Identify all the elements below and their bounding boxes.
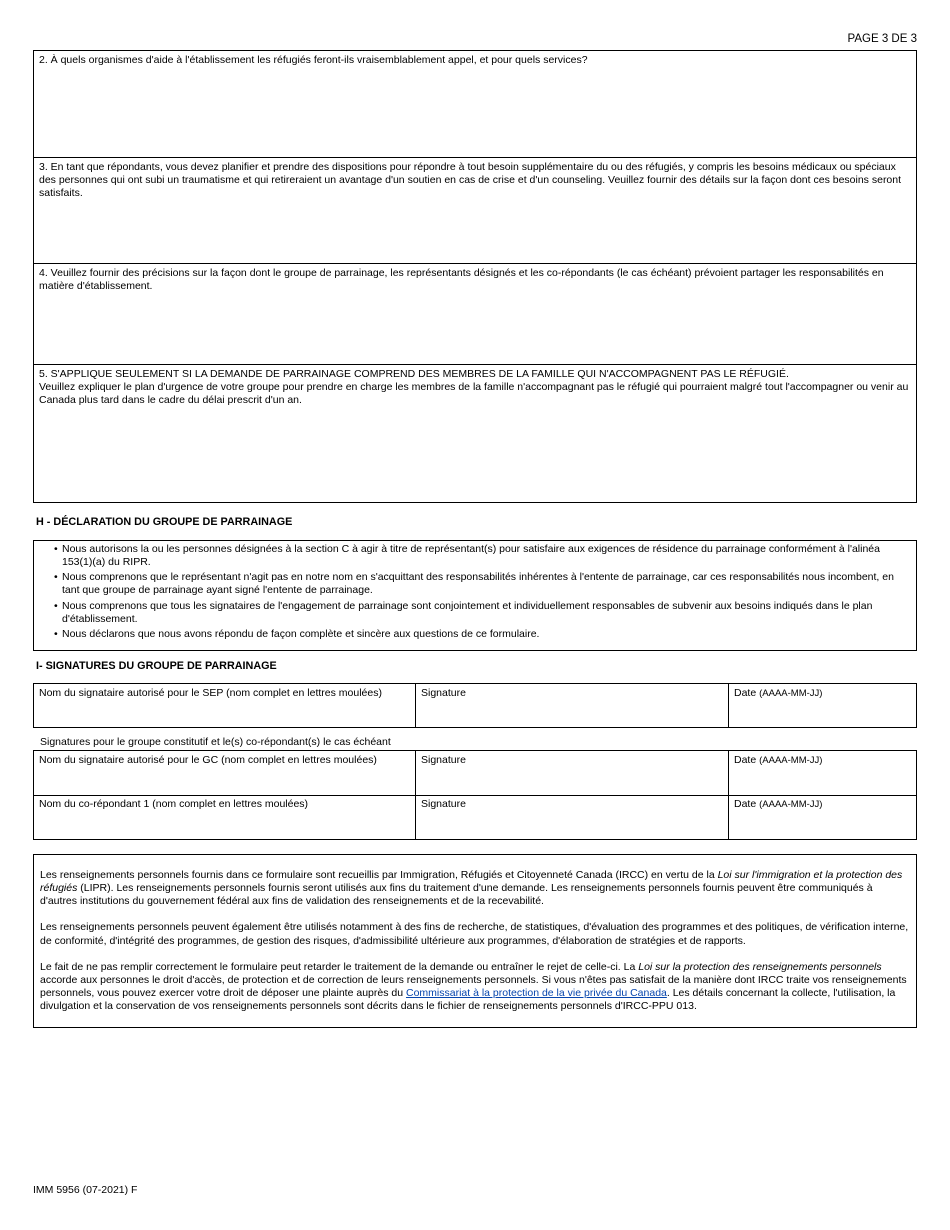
co1-date-field[interactable] xyxy=(728,795,916,839)
signature-label: Signature xyxy=(421,754,466,766)
signature-label: Signature xyxy=(421,687,466,699)
signature-label: Signature xyxy=(421,798,466,810)
privacy-text: accorde aux personnes le droit d'accès, de protection et de correction de leurs renseignements personnels. Si vous n'êtes pas satisfait de la manière dont IRCC traite vos renseignements personnels, vous pouvez exercer votre droit de déposer une plainte auprès du xyxy=(40,973,907,999)
question-5-heading: 5. S'APPLIQUE SEULEMENT SI LA DEMANDE DE PARRAINAGE COMPREND DES MEMBRES DE LA FAMILLE QUI N'ACCOMPAGNENT PAS LE RÉFUGIÉ. xyxy=(39,368,789,380)
sep-name-field[interactable] xyxy=(34,684,415,727)
privacy-commissioner-link[interactable]: Commissariat à la protection de la vie privée du Canada xyxy=(405,986,667,999)
co1-signature-row xyxy=(33,795,917,840)
question-4-field[interactable] xyxy=(34,263,916,364)
gc-name-label: Nom du signataire autorisé pour le GC (nom complet en lettres moulées) xyxy=(39,754,377,766)
sep-signature-field[interactable] xyxy=(415,684,728,727)
privacy-text: Le fait de ne pas remplir correctement le formulaire peut retarder le traitement de la demande ou entraîner le rejet de celle-ci. La xyxy=(40,960,639,973)
privacy-paragraph-2: Les renseignements personnels peuvent également être utilisés notamment à des fins de recherche, de statistiques, d'évaluation des programmes et des politiques, de vérification interne, de conformité, d'intégrité des programmes, de gestion des risques, d'admissibilité ultérieure aux programmes, d'élaboration de stratégies et de rapports. xyxy=(40,921,909,947)
question-4-label: 4. Veuillez fournir des précisions sur la façon dont le groupe de parrainage, les représentants désignés et les co-répondants (le cas échéant) prévoient partager les responsabilités en matière d'établissement. xyxy=(39,267,884,293)
sep-date-field[interactable] xyxy=(728,684,916,727)
declaration-item: • Nous comprenons que le représentant n'agit pas en notre nom en s'acquittant des responsabilités inhérentes à l'entente de parrainage, car ces responsabilités nous incombent, en tant que groupe de parrainage ayant signé l'entente de parrainage. xyxy=(62,571,910,597)
question-3-field[interactable] xyxy=(34,157,916,263)
privacy-text: . Les détails concernant la collecte, l'utilisation, la divulgation et la conservation de vos renseignements personnels sont décrits dans le fichier de renseignements personnels d'IRCC-PPU 013. xyxy=(40,986,896,1012)
privacy-act-name: Loi sur la protection des renseignements personnels xyxy=(638,960,882,973)
privacy-paragraph-3 xyxy=(40,961,910,1014)
question-5-field[interactable] xyxy=(34,364,916,503)
section-i-title: I- SIGNATURES DU GROUPE DE PARRAINAGE xyxy=(36,660,277,672)
privacy-notice-box xyxy=(33,854,917,1028)
form-number: IMM 5956 (07-2021) F xyxy=(33,1184,138,1196)
date-format: (AAAA-MM-JJ) xyxy=(759,688,823,699)
date-format: (AAAA-MM-JJ) xyxy=(759,799,823,810)
gc-name-field[interactable] xyxy=(34,751,415,795)
question-2-field[interactable] xyxy=(34,51,916,157)
gc-date-field[interactable] xyxy=(728,751,916,795)
co1-signature-field[interactable] xyxy=(415,795,728,839)
date-label: Date xyxy=(734,798,757,810)
question-2-label: 2. À quels organismes d'aide à l'établissement les réfugiés feront-ils vraisemblablement appel, et pour quels services? xyxy=(39,54,588,66)
co1-name-field[interactable] xyxy=(34,795,415,839)
question-3-label: 3. En tant que répondants, vous devez planifier et prendre des dispositions pour répondre à tout besoin supplémentaire du ou des réfugiés, y compris les besoins médicaux ou spéciaux des personnes qui ont subi un traumatisme et qui retireraient un avantage d'un soutien en cas de crise et d'un counseling. Veuillez fournir des détails sur la façon dont ces besoins seront satisfaits. xyxy=(39,161,902,200)
lipr-act-name: Loi sur l'immigration et la protection des réfugiés xyxy=(40,869,903,895)
privacy-paragraph-1 xyxy=(40,869,910,908)
declaration-box xyxy=(33,540,917,651)
group-signatures-caption: Signatures pour le groupe constitutif et le(s) co-répondant(s) le cas échéant xyxy=(40,736,391,748)
privacy-text: (LIPR). Les renseignements personnels fournis seront utilisés aux fins du traitement d'une demande. Les renseignements personnels fournis peuvent être communiqués à d'autres institutions du gouvernement fédéral aux fins de validation des renseignements et de la recevabilité. xyxy=(40,882,873,908)
page-number: PAGE 3 DE 3 xyxy=(847,33,917,45)
declaration-list xyxy=(62,543,910,641)
sep-name-label: Nom du signataire autorisé pour le SEP (nom complet en lettres moulées) xyxy=(39,687,382,699)
settlement-questions-box xyxy=(33,50,917,503)
gc-signature-field[interactable] xyxy=(415,751,728,795)
sep-signature-row xyxy=(33,683,917,728)
declaration-item: • Nous déclarons que nous avons répondu de façon complète et sincère aux questions de ce formulaire. xyxy=(62,628,910,641)
declaration-item: • Nous autorisons la ou les personnes désignées à la section C à agir à titre de représentant(s) pour satisfaire aux exigences de résidence du parrainage conformément à l'alinéa 153(1)(a) du RIPR. xyxy=(62,543,910,569)
question-5-body: Veuillez expliquer le plan d'urgence de votre groupe pour prendre en charge les membres de la famille n'accompagnant pas le réfugié qui pourraient malgré tout l'accompagner ou venir au Canada plus tard dans le cadre du délai prescrit d'un an. xyxy=(39,381,909,407)
declaration-item: • Nous comprenons que tous les signataires de l'engagement de parrainage sont conjointement et individuellement responsables de subvenir aux besoins indiqués dans le plan d'établissement. xyxy=(62,600,910,626)
date-format: (AAAA-MM-JJ) xyxy=(759,755,823,766)
date-label: Date xyxy=(734,687,757,699)
privacy-text: Les renseignements personnels fournis dans ce formulaire sont recueillis par Immigration, Réfugiés et Citoyenneté Canada (IRCC) en vertu de la xyxy=(40,869,718,881)
section-h-title: H - DÉCLARATION DU GROUPE DE PARRAINAGE xyxy=(36,516,293,528)
co1-name-label: Nom du co-répondant 1 (nom complet en lettres moulées) xyxy=(39,798,309,810)
date-label: Date xyxy=(734,754,757,766)
gc-signature-row xyxy=(33,750,917,796)
